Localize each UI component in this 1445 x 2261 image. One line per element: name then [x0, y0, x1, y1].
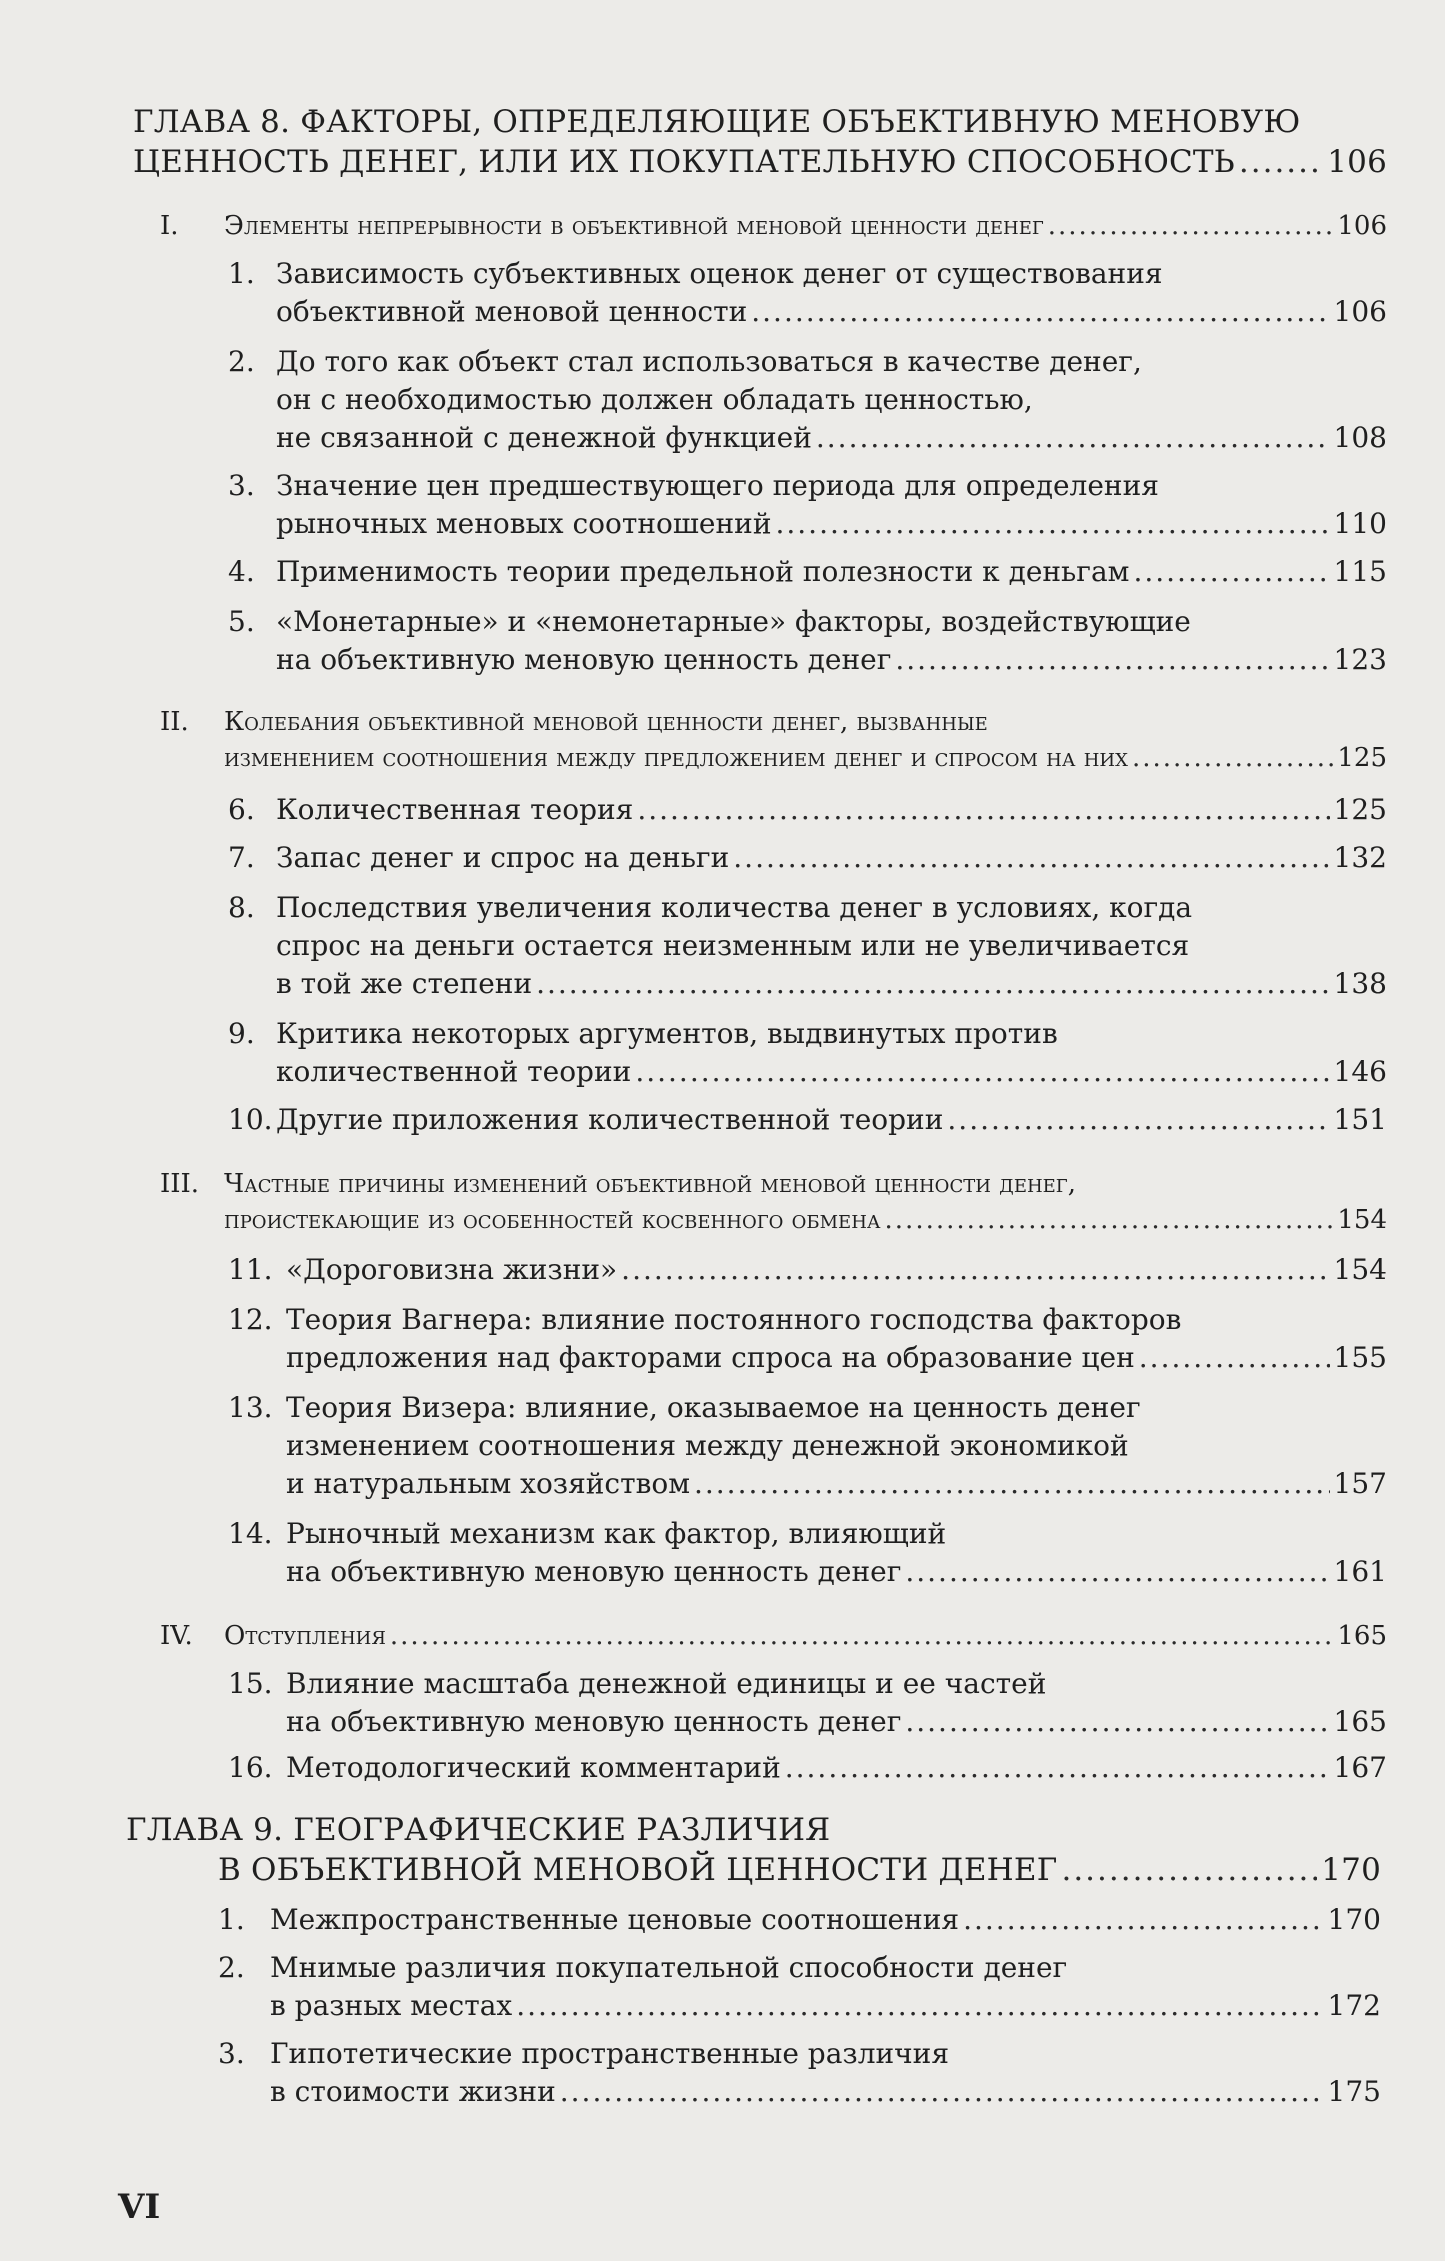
- item-title-line: Последствия увеличения количества денег в условиях, когда: [276, 891, 1193, 924]
- leader-dots: [1239, 144, 1323, 180]
- leader-dots: [905, 1704, 1329, 1740]
- item-number: 5.: [228, 605, 255, 638]
- chapter-8-title-line-2: [133, 144, 1387, 180]
- leader-dots: [733, 840, 1329, 876]
- chapter-8-title-line-1: ГЛАВА 8. ФАКТОРЫ, ОПРЕДЕЛЯЮЩИЕ ОБЪЕКТИВНУЮ МЕНОВУЮ: [133, 104, 1301, 140]
- leader-dots: [516, 1988, 1323, 2024]
- item-11-entry: [286, 1252, 1387, 1288]
- item-title-line: Методологический комментарий: [286, 1751, 781, 1784]
- section-title: Колебания объективной меновой ценности денег, вызванные: [224, 707, 988, 737]
- item-title-line: предложения над факторами спроса на образование цен: [286, 1341, 1135, 1374]
- item-title-line: Теория Визера: влияние, оказываемое на ценность денег: [286, 1391, 1141, 1424]
- item-number: 16.: [228, 1751, 273, 1784]
- item-title-line: в той же степени: [276, 967, 533, 1000]
- item-5-entry: [276, 642, 1387, 678]
- leader-dots: [963, 1902, 1323, 1938]
- section-title: изменением соотношения между предложением денег и спросом на них: [224, 743, 1128, 773]
- page-number: 125: [1333, 793, 1387, 826]
- item-title-line: изменением соотношения между денежной экономикой: [286, 1429, 1129, 1462]
- section-iv-entry: [224, 1618, 1387, 1654]
- section-number: II.: [160, 707, 189, 737]
- item-number: 3.: [218, 2037, 245, 2070]
- leader-dots: [637, 792, 1329, 828]
- leader-dots: [694, 1466, 1330, 1502]
- item-1-entry: [276, 294, 1387, 330]
- item-title-line: Влияние масштаба денежной единицы и ее частей: [286, 1667, 1047, 1700]
- item-10-entry: [276, 1102, 1387, 1138]
- item-13-entry: [286, 1466, 1387, 1502]
- item-title-line: на объективную меновую ценность денег: [286, 1705, 902, 1738]
- section-title: Частные причины изменений объективной меновой ценности денег,: [224, 1169, 1076, 1199]
- item-title-line: спрос на деньги остается неизменным или не увеличивается: [276, 929, 1190, 962]
- page-number: 106: [1337, 211, 1387, 241]
- item-title-line: объективной меновой ценности: [276, 295, 748, 328]
- leader-dots: [560, 2074, 1324, 2110]
- item-title-line: Зависимость субъективных оценок денег от существования: [276, 257, 1163, 290]
- chapter-9-title-line-2: [218, 1852, 1381, 1888]
- page-number: 132: [1333, 841, 1387, 874]
- item-number: 1.: [228, 257, 255, 290]
- item-2-entry: [276, 420, 1387, 456]
- page-number: 157: [1333, 1467, 1387, 1500]
- item-number: 13.: [228, 1391, 273, 1424]
- item-16-entry: [286, 1750, 1387, 1786]
- ch9-item-3-entry: [270, 2074, 1381, 2110]
- item-title-line: в разных местах: [270, 1989, 513, 2022]
- item-title-line: Другие приложения количественной теории: [276, 1103, 944, 1136]
- chapter-9-title-line-1: ГЛАВА 9. ГЕОГРАФИЧЕСКИЕ РАЗЛИЧИЯ: [126, 1812, 831, 1848]
- leader-dots: [1133, 554, 1329, 590]
- leader-dots: [635, 1054, 1329, 1090]
- page-number: 138: [1333, 967, 1387, 1000]
- section-ii-entry: [224, 740, 1387, 776]
- item-title-line: Межпространственные ценовые соотношения: [270, 1903, 960, 1936]
- item-title-line: Гипотетические пространственные различия: [270, 2037, 949, 2070]
- item-number: 2.: [228, 345, 255, 378]
- page-number: 165: [1333, 1705, 1387, 1738]
- item-title-line: Количественная теория: [276, 793, 634, 826]
- page-number: 170: [1321, 1852, 1381, 1888]
- leader-dots: [751, 294, 1329, 330]
- leader-dots: [785, 1750, 1330, 1786]
- leader-dots: [621, 1252, 1329, 1288]
- item-3-entry: [276, 506, 1387, 542]
- page-number: 106: [1333, 295, 1387, 328]
- item-number: 9.: [228, 1017, 255, 1050]
- page-number: 115: [1333, 555, 1387, 588]
- item-title-line: «Дороговизна жизни»: [286, 1253, 618, 1286]
- page-number: 154: [1333, 1253, 1387, 1286]
- section-number: III.: [160, 1169, 200, 1199]
- page-number: 123: [1333, 643, 1387, 676]
- item-title-line: Мнимые различия покупательной способности денег: [270, 1951, 1068, 1984]
- page-number: 125: [1337, 743, 1387, 773]
- item-15-entry: [286, 1704, 1387, 1740]
- item-title-line: на объективную меновую ценность денег: [286, 1555, 902, 1588]
- item-number: 12.: [228, 1303, 273, 1336]
- leader-dots: [775, 506, 1329, 542]
- item-number: 14.: [228, 1517, 273, 1550]
- leader-dots: [1048, 208, 1334, 244]
- leader-dots: [885, 1202, 1334, 1238]
- item-number: 8.: [228, 891, 255, 924]
- item-title-line: Рыночный механизм как фактор, влияющий: [286, 1517, 947, 1550]
- item-title-line: До того как объект стал использоваться в качестве денег,: [276, 345, 1142, 378]
- ch9-item-1-entry: [270, 1902, 1381, 1938]
- item-title-line: Значение цен предшествующего периода для определения: [276, 469, 1159, 502]
- page-number: 110: [1333, 507, 1387, 540]
- item-14-entry: [286, 1554, 1387, 1590]
- section-iii-entry: [224, 1202, 1387, 1238]
- item-number: 15.: [228, 1667, 273, 1700]
- chapter-9-title-text: В ОБЪЕКТИВНОЙ МЕНОВОЙ ЦЕННОСТИ ДЕНЕГ: [218, 1852, 1058, 1888]
- page-number: 175: [1327, 2075, 1381, 2108]
- section-title: Отступления: [224, 1621, 386, 1651]
- item-number: 11.: [228, 1253, 273, 1286]
- page-number: 170: [1327, 1903, 1381, 1936]
- section-title: проистекающие из особенностей косвенного обмена: [224, 1205, 881, 1235]
- leader-dots: [1139, 1340, 1330, 1376]
- item-title-line: на объективную меновую ценность денег: [276, 643, 892, 676]
- chapter-8-title-text: ЦЕННОСТЬ ДЕНЕГ, ИЛИ ИХ ПОКУПАТЕЛЬНУЮ СПОСОБНОСТЬ: [133, 144, 1235, 180]
- item-number: 6.: [228, 793, 255, 826]
- page-number: 165: [1337, 1621, 1387, 1651]
- section-number: I.: [160, 211, 179, 241]
- leader-dots: [1132, 740, 1333, 776]
- item-number: 1.: [218, 1903, 245, 1936]
- item-4-entry: [276, 554, 1387, 590]
- item-title-line: Критика некоторых аргументов, выдвинутых против: [276, 1017, 1058, 1050]
- section-i-entry: [224, 208, 1387, 244]
- item-number: 10.: [228, 1103, 273, 1136]
- page-number: 172: [1327, 1989, 1381, 2022]
- page-number: 155: [1333, 1341, 1387, 1374]
- item-title-line: не связанной с денежной функцией: [276, 421, 812, 454]
- item-8-entry: [276, 966, 1387, 1002]
- item-title-line: и натуральным хозяйством: [286, 1467, 690, 1500]
- section-number: IV.: [160, 1621, 193, 1651]
- section-title: Элементы непрерывности в объективной меновой ценности денег: [224, 211, 1044, 241]
- leader-dots: [816, 420, 1330, 456]
- page-number: 154: [1337, 1205, 1387, 1235]
- item-title-line: Теория Вагнера: влияние постоянного господства факторов: [286, 1303, 1182, 1336]
- leader-dots: [895, 642, 1329, 678]
- ch9-item-2-entry: [270, 1988, 1381, 2024]
- item-title-line: в стоимости жизни: [270, 2075, 556, 2108]
- page-folio: VI: [118, 2187, 161, 2227]
- item-9-entry: [276, 1054, 1387, 1090]
- item-number: 3.: [228, 469, 255, 502]
- leader-dots: [536, 966, 1329, 1002]
- page-number: 146: [1333, 1055, 1387, 1088]
- page-number: 167: [1333, 1751, 1387, 1784]
- item-6-entry: [276, 792, 1387, 828]
- page-number: 161: [1333, 1555, 1387, 1588]
- leader-dots: [1061, 1852, 1317, 1888]
- item-7-entry: [276, 840, 1387, 876]
- page-number: 108: [1333, 421, 1387, 454]
- item-title-line: Применимость теории предельной полезности к деньгам: [276, 555, 1130, 588]
- item-title-line: «Монетарные» и «немонетарные» факторы, воздействующие: [276, 605, 1191, 638]
- item-title-line: рыночных меновых соотношений: [276, 507, 772, 540]
- item-number: 7.: [228, 841, 255, 874]
- item-12-entry: [286, 1340, 1387, 1376]
- item-title-line: Запас денег и спрос на деньги: [276, 841, 730, 874]
- page-number: 151: [1333, 1103, 1387, 1136]
- leader-dots: [905, 1554, 1329, 1590]
- item-number: 4.: [228, 555, 255, 588]
- item-title-line: он с необходимостью должен обладать ценностью,: [276, 383, 1033, 416]
- leader-dots: [390, 1618, 1333, 1654]
- page-number: 106: [1327, 144, 1387, 180]
- item-title-line: количественной теории: [276, 1055, 632, 1088]
- leader-dots: [947, 1102, 1329, 1138]
- item-number: 2.: [218, 1951, 245, 1984]
